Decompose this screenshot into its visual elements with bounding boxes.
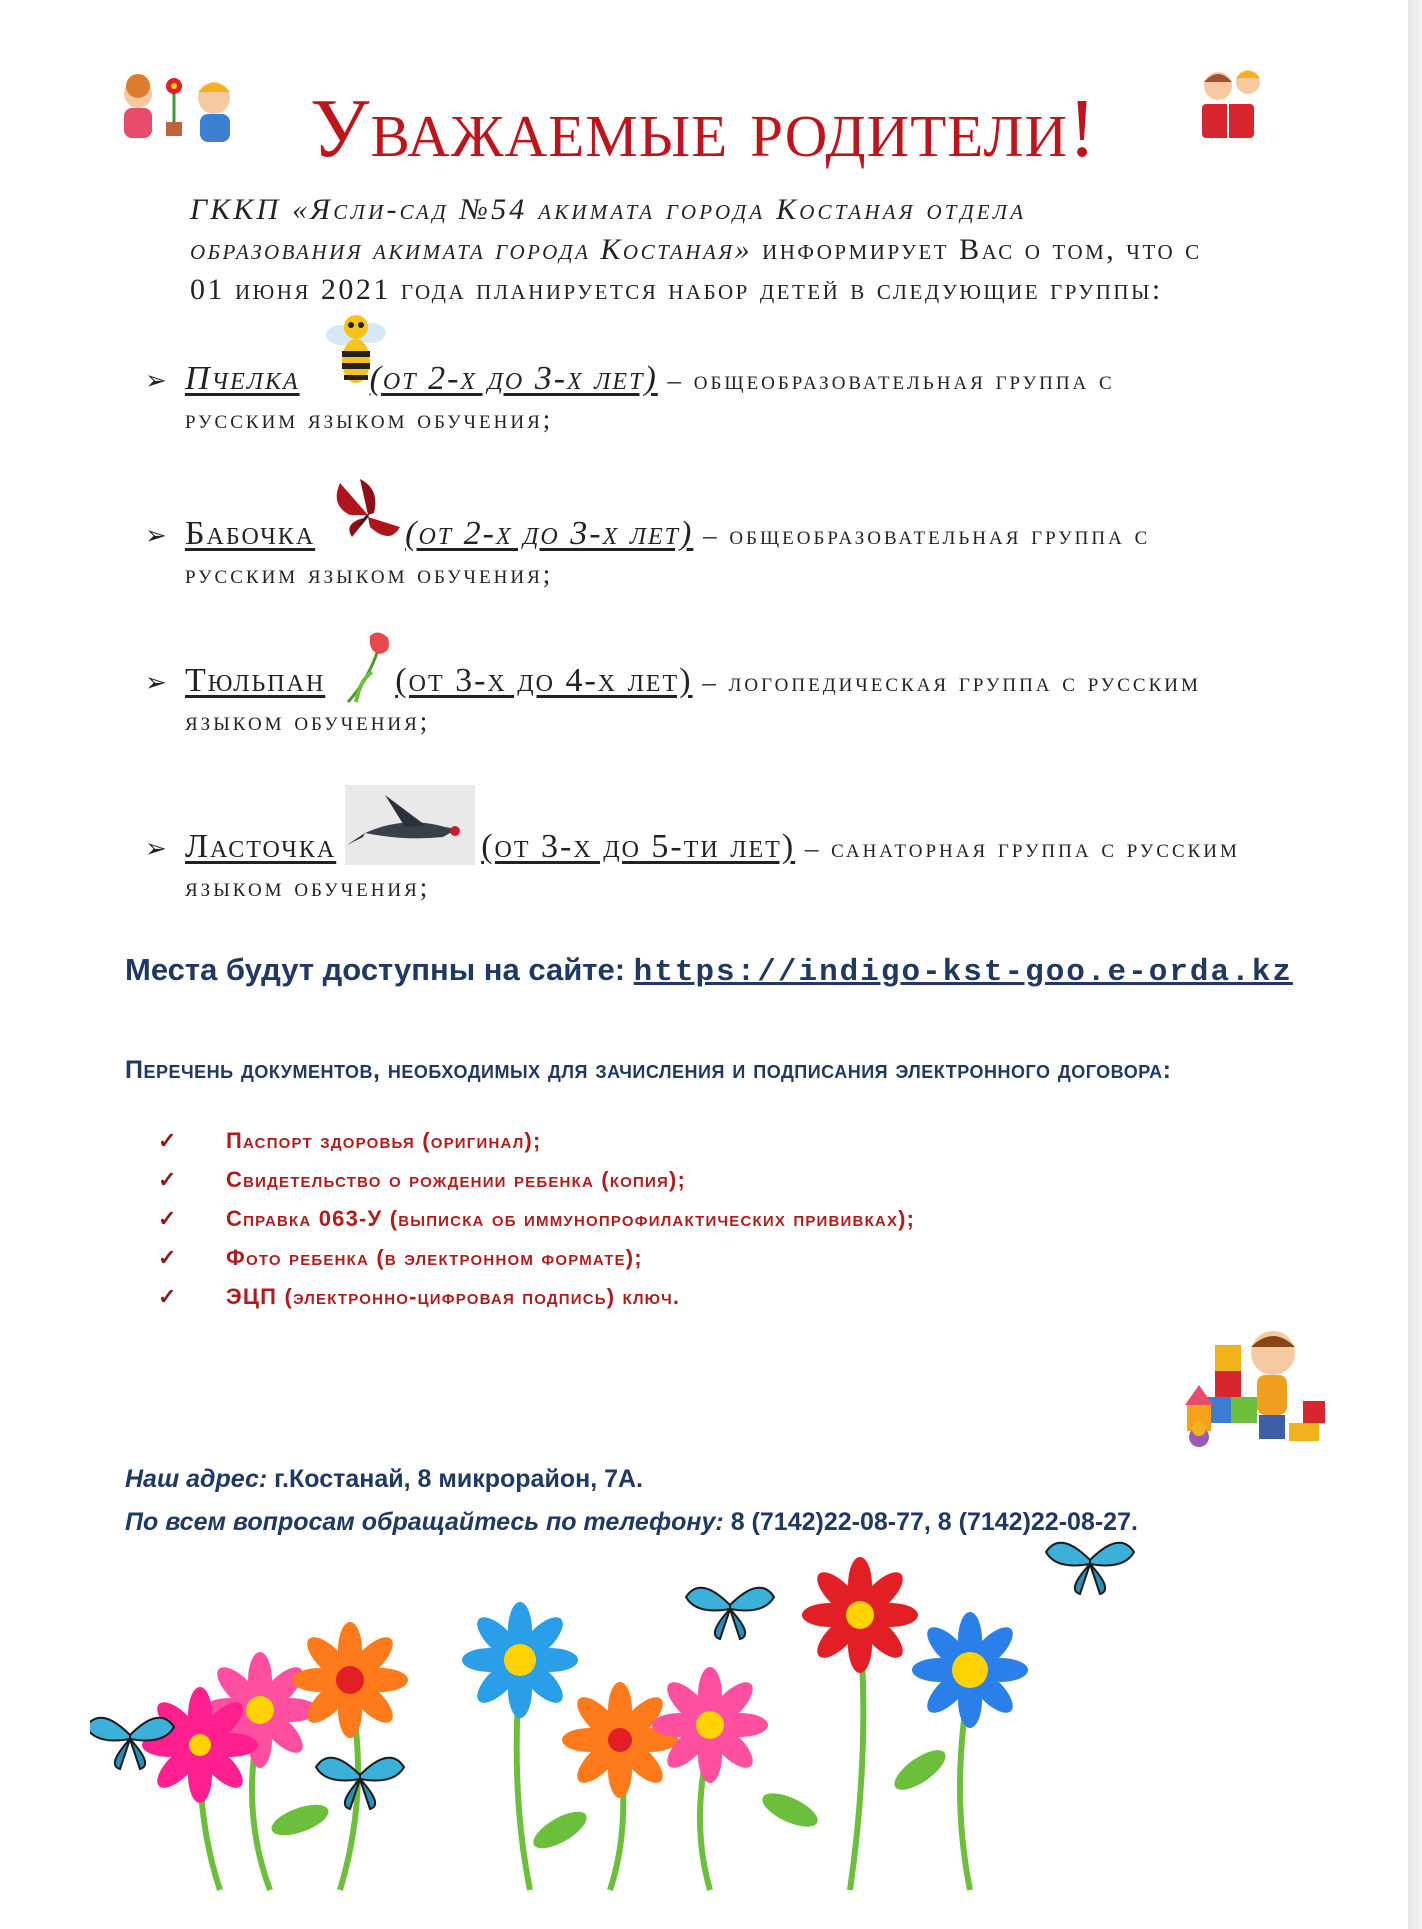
group-item-babochka [145,515,1325,590]
documents-heading: Перечень документов, необходимых для зачисления и подписания электронного договора: [125,1056,1172,1084]
intro-line-1-text: ГККП «Ясли-сад №54 акимата города Костаная отдела [190,193,1027,226]
group-item-tyulpan [145,662,1325,737]
checkmark-icon: ✓ [158,1167,178,1192]
group-desc-line-2: русским языком обучения; [185,559,554,589]
group-desc: – логопедическая группа с русским [692,667,1201,697]
address-value: г.Костанай, 8 микрорайон, 7А. [267,1465,643,1493]
group-desc: – общеобразовательная группа с [657,365,1115,395]
group-age: (от 3-х до 5-ти лет) [481,828,796,865]
intro-line-1 [190,193,1332,227]
list-item [158,1284,915,1323]
checkmark-icon: ✓ [158,1128,178,1153]
arrow-bullet-icon: ➢ [145,366,169,395]
intro-line-3: 01 июня 2021 года планируется набор детей в следующие группы: [190,273,1163,306]
kids-reading-book-illustration [1190,66,1270,146]
intro-line-2-italic: образования акимата города Костаная» [190,233,753,266]
checkmark-icon: ✓ [158,1284,178,1309]
document-text: ЭЦП (электронно-цифровая подпись) ключ. [226,1284,681,1309]
group-desc-line-2: русским языком обучения; [185,404,554,434]
page-edge [1408,0,1422,1929]
group-name: Бабочка [185,515,316,552]
checkmark-icon: ✓ [158,1245,178,1270]
arrow-bullet-icon: ➢ [145,521,169,550]
list-item [158,1128,915,1167]
intro-line-2-rest: информирует Вас о том, что с [752,233,1202,266]
group-age: (от 2-х до 3-х лет) [369,360,658,397]
page-title: Уважаемые родители! [310,82,1098,175]
bee-icon [320,305,390,395]
intro-line-2 [190,233,1332,267]
group-desc-line-2: языком обучения; [185,706,431,736]
document-text: Справка 063-У (выписка об иммунопрофилактических прививках); [226,1206,916,1231]
boy-with-blocks-illustration [1185,1325,1335,1450]
kids-with-flower-illustration [110,72,250,152]
document-text: Паспорт здоровья (оригинал); [226,1128,542,1153]
document-text: Фото ребенка (в электронном формате); [226,1245,643,1270]
group-desc: – общеобразовательная группа с [693,520,1151,550]
tulip-icon [338,630,398,705]
group-name: Тюльпан [185,662,326,699]
arrow-bullet-icon: ➢ [145,668,169,697]
flowers-and-butterflies-decoration [90,1530,1310,1920]
swallow-icon [345,785,475,865]
list-item [158,1245,915,1284]
list-item [158,1167,915,1206]
group-desc-line-2: языком обучения; [185,872,431,902]
group-desc: – санаторная группа с русским [795,833,1240,863]
group-name: Ласточка [185,828,337,865]
group-age: (от 3-х до 4-х лет) [395,662,693,699]
list-item [158,1206,915,1245]
phone-value: 8 (7142)22-08-77, 8 (7142)22-08-27. [723,1508,1138,1536]
site-label: Места будут доступны на сайте: [125,952,634,987]
butterfly-icon [330,475,405,550]
document-text: Свидетельство о рождении ребенка (копия); [226,1167,687,1192]
group-name: Пчелка [185,360,300,397]
documents-list [158,1128,915,1323]
checkmark-icon: ✓ [158,1206,178,1231]
address-label: Наш адрес: [125,1465,268,1493]
site-line [125,952,1293,990]
group-item-lastochka [145,828,1325,903]
arrow-bullet-icon: ➢ [145,834,169,863]
phone-label: По всем вопросам обращайтесь по телефону: [125,1508,724,1536]
site-url-link[interactable]: https://indigo-kst-goo.e-orda.kz [633,955,1293,990]
address-line [125,1465,643,1494]
group-age: (от 2-х до 3-х лет) [405,515,694,552]
